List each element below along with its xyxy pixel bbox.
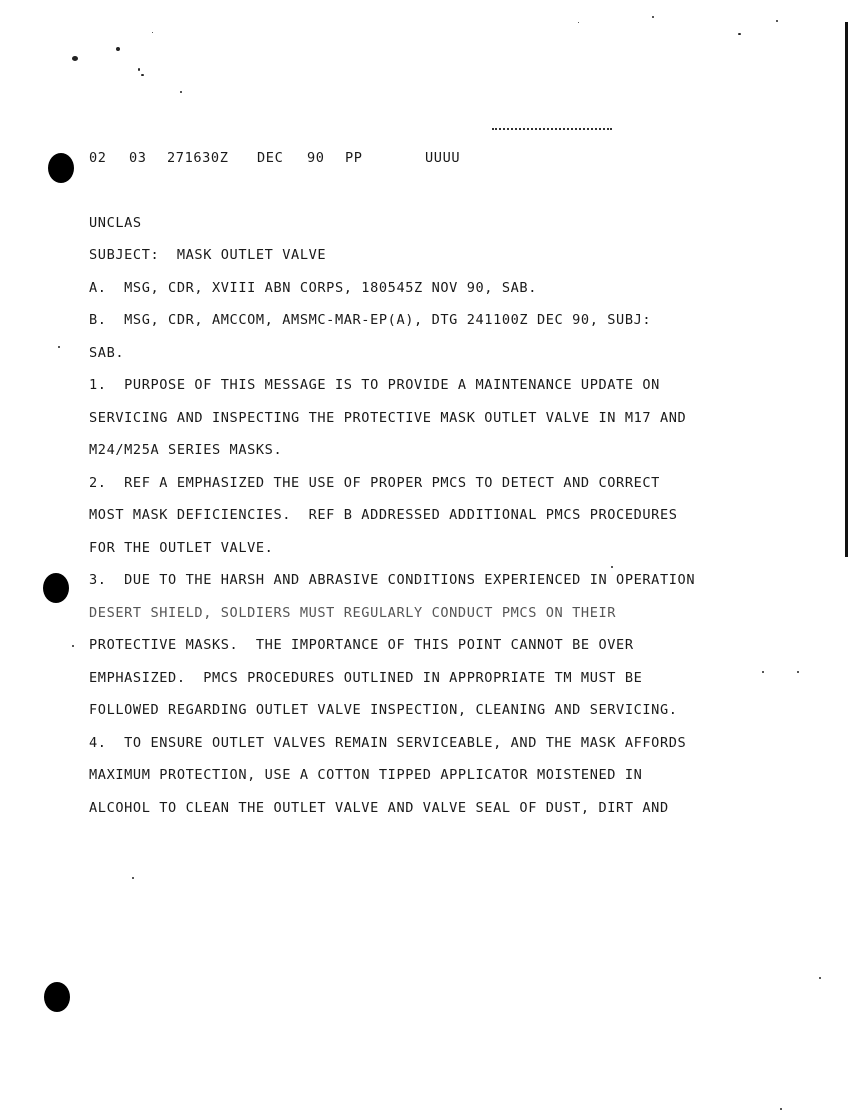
ref-a: A. MSG, CDR, XVIII ABN CORPS, 180545Z NOV 90, SAB. xyxy=(89,280,537,296)
header-dtg: 271630Z xyxy=(167,150,229,166)
speck xyxy=(58,346,60,348)
speck xyxy=(797,671,799,673)
body-line: ALCOHOL TO CLEAN THE OUTLET VALVE AND VALVE SEAL OF DUST, DIRT AND xyxy=(89,800,669,816)
speck xyxy=(611,566,613,568)
dotted-mark xyxy=(492,122,612,130)
speck xyxy=(819,977,821,979)
header-part2: 03 xyxy=(129,150,147,166)
speck xyxy=(116,47,120,51)
header-part1: 02 xyxy=(89,150,107,166)
body-line: DESERT SHIELD, SOLDIERS MUST REGULARLY CONDUCT PMCS ON THEIR xyxy=(89,605,617,621)
speck xyxy=(72,645,74,647)
body-line: FOR THE OUTLET VALVE. xyxy=(89,540,274,556)
punch-hole-middle xyxy=(43,573,69,603)
unclas-line: UNCLAS xyxy=(89,215,142,231)
body-line: 3. DUE TO THE HARSH AND ABRASIVE CONDITIONS EXPERIENCED IN OPERATION xyxy=(89,572,696,588)
body-line: FOLLOWED REGARDING OUTLET VALVE INSPECTION, CLEANING AND SERVICING. xyxy=(89,702,678,718)
speck xyxy=(132,877,134,879)
header-precedence: PP xyxy=(345,150,363,166)
subject-line: SUBJECT: MASK OUTLET VALVE xyxy=(89,247,327,263)
speck xyxy=(762,671,764,673)
page-edge-line xyxy=(845,22,848,557)
body-line: PROTECTIVE MASKS. THE IMPORTANCE OF THIS POINT CANNOT BE OVER xyxy=(89,637,634,653)
speck xyxy=(776,20,778,22)
body-line: 1. PURPOSE OF THIS MESSAGE IS TO PROVIDE A MAINTENANCE UPDATE ON xyxy=(89,377,660,393)
punch-hole-bottom xyxy=(44,982,70,1012)
body-line: MAXIMUM PROTECTION, USE A COTTON TIPPED APPLICATOR MOISTENED IN xyxy=(89,767,643,783)
speck xyxy=(141,74,144,76)
speck xyxy=(780,1108,782,1110)
speck xyxy=(72,56,78,61)
speck xyxy=(578,22,579,23)
speck xyxy=(152,32,153,33)
ref-b-cont: SAB. xyxy=(89,345,125,361)
speck xyxy=(738,33,741,35)
header-year: 90 xyxy=(307,150,325,166)
speck xyxy=(652,16,654,18)
body-line: 2. REF A EMPHASIZED THE USE OF PROPER PMCS TO DETECT AND CORRECT xyxy=(89,475,660,491)
body-line: 4. TO ENSURE OUTLET VALVES REMAIN SERVICEABLE, AND THE MASK AFFORDS xyxy=(89,735,687,751)
speck xyxy=(138,68,140,71)
header-month: DEC xyxy=(257,150,284,166)
body-line: SERVICING AND INSPECTING THE PROTECTIVE MASK OUTLET VALVE IN M17 AND xyxy=(89,410,687,426)
punch-hole-top xyxy=(48,153,74,183)
body-line: MOST MASK DEFICIENCIES. REF B ADDRESSED ADDITIONAL PMCS PROCEDURES xyxy=(89,507,678,523)
header-classification: UUUU xyxy=(425,150,461,166)
speck xyxy=(180,91,182,93)
body-line: M24/M25A SERIES MASKS. xyxy=(89,442,283,458)
body-line: EMPHASIZED. PMCS PROCEDURES OUTLINED IN APPROPRIATE TM MUST BE xyxy=(89,670,643,686)
ref-b: B. MSG, CDR, AMCCOM, AMSMC-MAR-EP(A), DTG 241100Z DEC 90, SUBJ: xyxy=(89,312,652,328)
